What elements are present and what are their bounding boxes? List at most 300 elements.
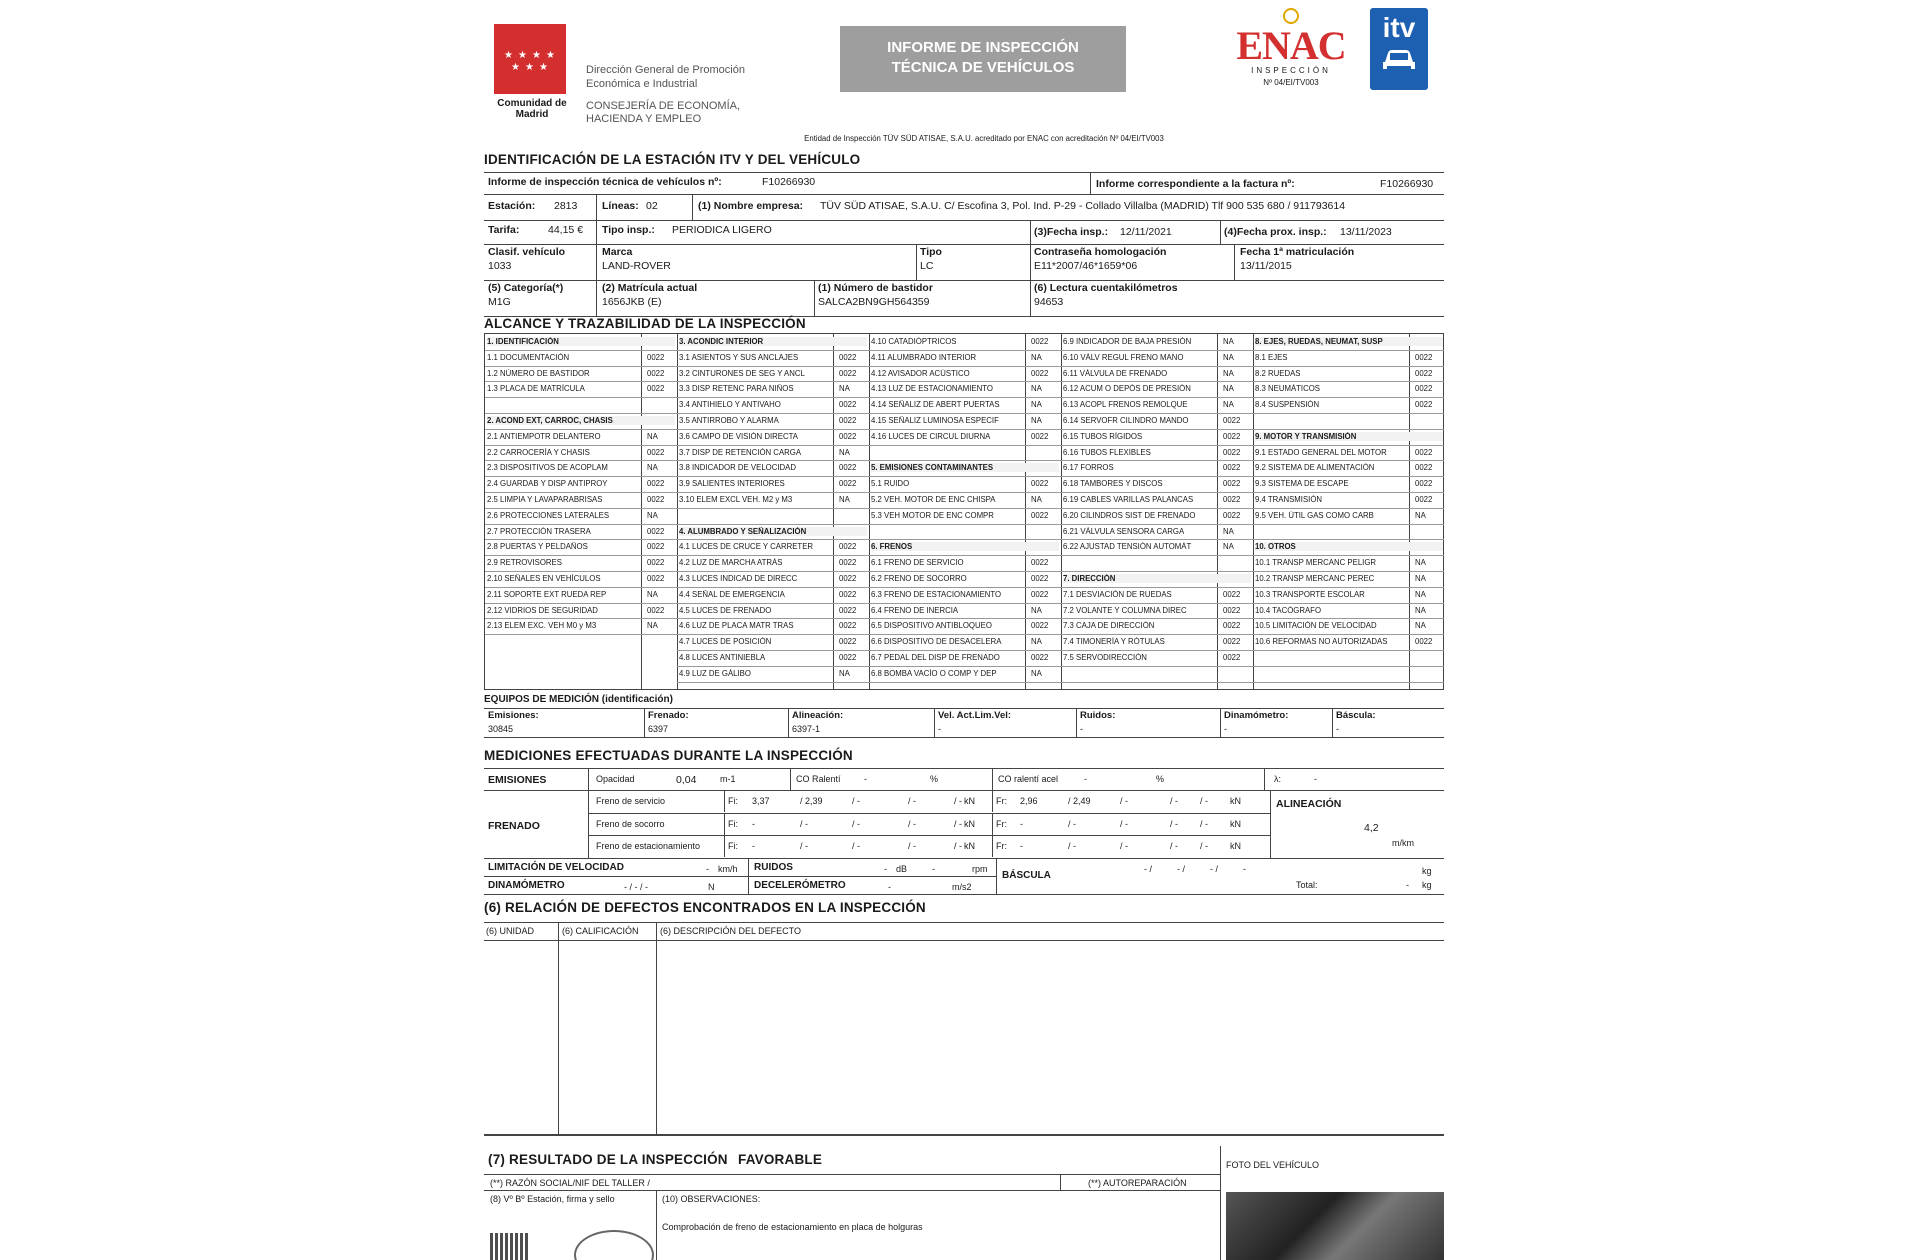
- alcance-item-value: NA: [1031, 416, 1042, 425]
- empresa-label: (1) Nombre empresa:: [698, 200, 804, 212]
- dinamometro-value: - / - / -: [624, 882, 648, 892]
- bascula-label: BÁSCULA: [1002, 870, 1051, 881]
- fr-value3: / -: [1120, 841, 1128, 852]
- alcance-item: 6.8 BOMBA VACÍO O COMP Y DEP: [871, 668, 997, 678]
- alcance-item: 4.8 LUCES ANTINIEBLA: [679, 653, 766, 662]
- alcance-item: 4.12 AVISADOR ACÚSTICO: [871, 368, 970, 378]
- lineas-value: 02: [646, 200, 658, 212]
- fecha-prox-value: 13/11/2023: [1340, 226, 1392, 238]
- cuenta-label: (6) Lectura cuentakilómetros: [1034, 282, 1178, 294]
- alcance-item-value: NA: [1223, 368, 1234, 378]
- madrid-flag-logo: ★ ★ ★ ★ ★ ★ ★: [494, 24, 566, 94]
- vehicle-photo: [1226, 1192, 1444, 1260]
- alcance-item-value: NA: [1031, 637, 1042, 647]
- obs-label: (10) OBSERVACIONES:: [662, 1194, 761, 1204]
- alcance-item: 6.9 INDICADOR DE BAJA PRESIÓN: [1063, 337, 1192, 346]
- alcance-item-value: NA: [1031, 400, 1042, 410]
- limit-value: -: [706, 864, 709, 874]
- alcance-item: 3.2 CINTURONES DE SEG Y ANCL: [679, 368, 805, 378]
- foto-label: FOTO DEL VEHÍCULO: [1226, 1160, 1320, 1170]
- alcance-item: 6.1 FRENO DE SERVICIO: [871, 558, 964, 568]
- fi-unit: kN: [964, 796, 975, 806]
- alcance-item: 8.3 NEUMÁTICOS: [1255, 384, 1320, 394]
- estacion-label: Estación:: [488, 200, 536, 212]
- alcance-item-value: 0022: [1031, 510, 1049, 520]
- informe-value: F10266930: [762, 176, 816, 188]
- alcance-item-value: NA: [1031, 495, 1042, 504]
- fi-value5: / -: [954, 841, 962, 852]
- resultado-title: (7) RESULTADO DE LA INSPECCIÓN: [488, 1152, 728, 1167]
- alcance-item-value: 0022: [839, 479, 857, 489]
- alcance-item-value: 0022: [839, 605, 857, 615]
- alcance-item-value: 0022: [1415, 384, 1433, 394]
- alcance-item: 9.5 VEH. ÚTIL GAS COMO CARB: [1255, 510, 1374, 520]
- fi-unit: kN: [964, 841, 975, 852]
- alcance-item: 6.11 VÁLVULA DE FRENADO: [1063, 368, 1168, 378]
- alcance-item-value: 0022: [839, 589, 857, 599]
- alcance-title: ALCANCE Y TRAZABILIDAD DE LA INSPECCIÓN: [484, 316, 806, 331]
- alcance-item: 3.8 INDICADOR DE VELOCIDAD: [679, 463, 796, 473]
- co-acel-value: -: [1084, 774, 1087, 784]
- alcance-item-value: 0022: [1223, 653, 1241, 662]
- contrasena-value: E11*2007/46*1659*06: [1034, 260, 1138, 272]
- alineacion-unit: m/km: [1392, 838, 1414, 848]
- alcance-item-value: 0022: [1031, 337, 1049, 346]
- ministry-line1: CONSEJERÍA DE ECONOMÍA,: [586, 100, 741, 112]
- alcance-item: 3.4 ANTIHIELO Y ANTIVAHO: [679, 400, 781, 410]
- fr-unit: kN: [1230, 818, 1241, 829]
- alcance-item: 10.2 TRANSP MERCANC PEREC: [1255, 574, 1375, 583]
- alcance-section-header: 4. ALUMBRADO Y SEÑALIZACIÓN: [679, 527, 867, 536]
- marca-label: Marca: [602, 246, 633, 258]
- fr-unit: kN: [1230, 841, 1241, 852]
- alcance-item: 6.3 FRENO DE ESTACIONAMIENTO: [871, 589, 1002, 599]
- alcance-item: 6.19 CABLES VARILLAS PALANCAS: [1063, 495, 1194, 504]
- col-descripcion: (6) DESCRIPCIÓN DEL DEFECTO: [660, 926, 802, 936]
- lineas-label: Líneas:: [602, 200, 639, 212]
- clasif-label: Clasif. vehículo: [488, 246, 566, 258]
- alcance-item: 8.1 EJES: [1255, 352, 1288, 362]
- alcance-item: 6.18 TAMBORES Y DISCOS: [1063, 479, 1163, 489]
- alcance-item-value: NA: [1031, 605, 1042, 615]
- alcance-item-value: 0022: [1415, 463, 1433, 473]
- emisiones-label: EMISIONES: [488, 774, 547, 786]
- fi-unit: kN: [964, 818, 975, 829]
- alcance-item: 9.2 SISTEMA DE ALIMENTACIÓN: [1255, 463, 1375, 473]
- alcance-item: 2.6 PROTECCIONES LATERALES: [487, 510, 610, 520]
- alcance-item: 3.7 DISP DE RETENCIÓN CARGA: [679, 447, 802, 457]
- alcance-item: 4.15 SEÑALIZ LUMINOSA ESPECIF: [871, 416, 999, 425]
- fi-label: Fi:: [728, 818, 738, 829]
- alcance-item-value: 0022: [1031, 653, 1049, 662]
- alcance-item: 6.15 TUBOS RÍGIDOS: [1063, 431, 1143, 441]
- alcance-item: 6.21 VÁLVULA SENSORA CARGA: [1063, 526, 1185, 536]
- alcance-item-value: 0022: [1031, 574, 1049, 583]
- fi-value: 3,37: [752, 796, 770, 806]
- itv-text: itv: [1382, 12, 1416, 43]
- enac-text: ENAC: [1236, 23, 1346, 68]
- fi-value: -: [752, 818, 755, 829]
- dept-line2: Económica e Industrial: [586, 78, 698, 90]
- alcance-item-value: NA: [647, 510, 658, 520]
- tarifa-label: Tarifa:: [488, 224, 520, 236]
- ruidos-unit1: dB: [896, 864, 908, 874]
- fr-value4: / -: [1170, 841, 1178, 852]
- alcance-item-value: 0022: [839, 574, 857, 583]
- alcance-item-value: 0022: [647, 479, 665, 489]
- tarifa-value: 44,15 €: [548, 224, 584, 236]
- fecha-prox-label: (4)Fecha prox. insp.:: [1224, 226, 1327, 238]
- fi-value3: / -: [852, 841, 860, 852]
- alcance-item: 6.6 DISPOSITIVO DE DESACELERA: [871, 637, 1002, 647]
- alcance-item: 4.9 LUZ DE GÁLIBO: [679, 668, 751, 678]
- alcance-item: 2.3 DISPOSITIVOS DE ACOPLAM: [487, 463, 608, 473]
- alineacion-label: ALINEACIÓN: [1276, 798, 1342, 810]
- alcance-item-value: 0022: [1223, 589, 1241, 599]
- dinamometro-unit: N: [708, 882, 715, 892]
- alcance-item-value: NA: [839, 447, 850, 457]
- fi-value: -: [752, 841, 755, 852]
- alcance-item-value: 0022: [1031, 621, 1049, 631]
- alcance-item-value: 0022: [1415, 447, 1433, 457]
- lambda-label: λ:: [1274, 774, 1282, 784]
- alcance-item: 6.13 ACOPL FRENOS REMOLQUE: [1063, 400, 1188, 410]
- alcance-item-value: 0022: [1031, 558, 1049, 568]
- fr-value: 2,96: [1020, 796, 1038, 806]
- alcance-item: 7.4 TIMONERÍA Y RÓTULAS: [1063, 637, 1165, 647]
- col-unidad: (6) UNIDAD: [486, 926, 535, 936]
- equipos-title: EQUIPOS DE MEDICIÓN (identificación): [484, 694, 673, 705]
- alcance-item: 10.5 LIMITACIÓN DE VELOCIDAD: [1255, 621, 1377, 631]
- alcance-item: 10.3 TRANSPORTE ESCOLAR: [1255, 589, 1365, 599]
- alcance-item: 7.1 DESVIACIÓN DE RUEDAS: [1063, 589, 1172, 599]
- alcance-item-value: NA: [1031, 352, 1042, 362]
- alcance-item-value: 0022: [647, 495, 665, 504]
- alcance-item: 4.14 SEÑALIZ DE ABERT PUERTAS: [871, 400, 1000, 410]
- alcance-item: 10.4 TACÓGRAFO: [1255, 605, 1322, 615]
- report-banner: [840, 26, 1126, 92]
- total-value: -: [1406, 880, 1409, 890]
- contrasena-label: Contraseña homologación: [1034, 246, 1167, 258]
- alcance-item: 4.3 LUCES INDICAD DE DIRECC: [679, 574, 798, 583]
- alcance-item: 9.4 TRANSMISIÓN: [1255, 495, 1323, 504]
- alcance-item: 6.14 SERVOFR CILINDRO MANDO: [1063, 416, 1189, 425]
- matricula-value: 1656JKB (E): [602, 296, 662, 308]
- banner-line2: TÉCNICA DE VEHÍCULOS: [891, 59, 1075, 76]
- alcance-section-header: 7. DIRECCIÓN: [1063, 574, 1251, 583]
- alcance-item: 4.4 SEÑAL DE EMERGENCIA: [679, 589, 785, 599]
- clasif-value: 1033: [488, 260, 512, 272]
- co-value: -: [864, 774, 867, 784]
- equipo-label: Alineación:: [792, 710, 844, 721]
- alcance-section-header: 2. ACOND EXT, CARROC, CHASIS: [487, 416, 675, 425]
- alcance-item-value: 0022: [839, 621, 857, 631]
- alcance-item: 3.6 CAMPO DE VISIÓN DIRECTA: [679, 431, 798, 441]
- fr-value5: / -: [1200, 818, 1208, 829]
- alcance-item-value: NA: [839, 384, 850, 394]
- alcance-item-value: 0022: [1223, 621, 1241, 631]
- fi-value2: / -: [800, 841, 808, 852]
- alcance-item-value: 0022: [647, 542, 665, 552]
- alcance-item-value: NA: [1223, 384, 1234, 394]
- matricula-label: (2) Matrícula actual: [602, 282, 698, 294]
- alcance-grid: [484, 333, 1444, 690]
- alcance-item-value: 0022: [647, 605, 665, 615]
- alcance-item-value: 0022: [1031, 589, 1049, 599]
- alcance-item: 4.7 LUCES DE POSICIÓN: [679, 637, 772, 647]
- tipo-insp-value: PERIODICA LIGERO: [672, 224, 772, 236]
- alcance-item: 4.10 CATADIÓPTRICOS: [871, 337, 957, 346]
- taller-label: (**) RAZÓN SOCIAL/NIF DEL TALLER /: [490, 1178, 650, 1188]
- ruidos-unit2: rpm: [972, 864, 988, 874]
- alcance-item-value: 0022: [839, 431, 857, 441]
- decel-unit: m/s2: [952, 882, 972, 892]
- total-label: Total:: [1296, 880, 1318, 890]
- alcance-item: 6.22 AJUSTAD TENSIÓN AUTOMÁT: [1063, 542, 1192, 552]
- fr-value: -: [1020, 818, 1023, 829]
- ruidos-value2: -: [932, 864, 935, 874]
- alcance-item: 10.1 TRANSP MERCANC PELIGR: [1255, 558, 1377, 568]
- equipo-value: -: [1224, 724, 1227, 734]
- alcance-item-value: NA: [1415, 510, 1426, 520]
- alcance-item-value: 0022: [1223, 431, 1241, 441]
- alcance-item: 6.4 FRENO DE INERCIA: [871, 605, 959, 615]
- enac-num: Nº 04/EI/TV003: [1263, 78, 1319, 87]
- mediciones-title: MEDICIONES EFECTUADAS DURANTE LA INSPECCIÓN: [484, 748, 853, 763]
- alcance-item: 4.2 LUZ DE MARCHA ATRÁS: [679, 558, 783, 568]
- ruidos-label: RUIDOS: [754, 862, 793, 873]
- alcance-section-header: 9. MOTOR Y TRANSMISIÓN: [1255, 432, 1443, 441]
- alcance-item: 6.10 VÁLV REGUL FRENO MANO: [1063, 352, 1184, 362]
- alcance-item: 7.5 SERVODIRECCIÓN: [1063, 653, 1147, 662]
- alcance-item: 5.3 VEH MOTOR DE ENC COMPR: [871, 510, 994, 520]
- fr-value2: / -: [1068, 841, 1076, 852]
- categoria-label: (5) Categoría(*): [488, 282, 564, 294]
- alcance-item-value: NA: [647, 431, 658, 441]
- alcance-item: 1.1 DOCUMENTACIÓN: [487, 352, 570, 362]
- equipo-label: Ruidos:: [1080, 710, 1116, 721]
- alcance-item: 8.4 SUSPENSIÓN: [1255, 400, 1320, 410]
- opacidad-unit: m-1: [720, 774, 736, 784]
- fr-unit: kN: [1230, 796, 1241, 806]
- alcance-item: 2.1 ANTIEMPOTR DELANTERO: [487, 431, 601, 441]
- alcance-section-header: 6. FRENOS: [871, 542, 1059, 551]
- alcance-item: 2.2 CARROCERÍA Y CHASIS: [487, 447, 590, 457]
- alcance-item-value: 0022: [1415, 479, 1433, 489]
- alcance-item-value: 0022: [647, 558, 665, 568]
- alcance-item-value: 0022: [1223, 416, 1241, 425]
- empresa-value: TÜV SÜD ATISAE, S.A.U. C/ Escofina 3, Pol. Ind. P-29 - Collado Villalba (MADRID) Tlf 900 535 680 / 911793614: [820, 200, 1346, 212]
- alcance-item-value: 0022: [839, 558, 857, 568]
- station-stamp: [574, 1230, 654, 1260]
- fr-value: -: [1020, 841, 1023, 852]
- alcance-item: 6.20 CILINDROS SIST DE FRENADO: [1063, 510, 1196, 520]
- alcance-item-value: 0022: [647, 526, 665, 536]
- alcance-item: 2.10 SEÑALES EN VEHÍCULOS: [487, 574, 601, 583]
- qr-code: [490, 1233, 530, 1260]
- alcance-item-value: NA: [1415, 558, 1426, 568]
- fecha-insp-value: 12/11/2021: [1120, 226, 1172, 238]
- alcance-item-value: NA: [647, 621, 658, 631]
- alcance-item-value: NA: [839, 668, 850, 678]
- alcance-item-value: 0022: [839, 463, 857, 473]
- obs-text: Comprobación de freno de estacionamiento en placa de holguras: [662, 1222, 923, 1232]
- region-name: Comunidad de Madrid: [497, 98, 567, 120]
- fi-value4: / -: [908, 796, 916, 806]
- fi-value5: / -: [954, 796, 962, 806]
- fr-value4: / -: [1170, 818, 1178, 829]
- bascula-values: - / - / - / -: [1144, 864, 1247, 874]
- equipo-label: Emisiones:: [488, 710, 539, 721]
- alcance-item: 2.4 GUARDAB Y DISP ANTIPROY: [487, 479, 608, 489]
- alcance-item-value: 0022: [1415, 637, 1433, 647]
- alcance-item-value: NA: [1031, 384, 1042, 394]
- co-unit: %: [930, 774, 939, 784]
- alcance-item-value: NA: [647, 463, 658, 473]
- fi-value4: / -: [908, 818, 916, 829]
- alcance-section-header: 10. OTROS: [1255, 542, 1443, 551]
- lambda-value: -: [1314, 774, 1317, 784]
- alcance-item: 9.1 ESTADO GENERAL DEL MOTOR: [1255, 447, 1387, 457]
- co-acel-label: CO ralentí acel: [998, 774, 1059, 784]
- fr-label: Fr:: [996, 818, 1007, 829]
- entity-line: Entidad de Inspección TÜV SÜD ATISAE, S.A.U. acreditado por ENAC con acreditación Nº 04/EI/TV003: [804, 134, 1164, 143]
- frenado-label: FRENADO: [488, 820, 540, 832]
- fr-value3: / -: [1120, 796, 1128, 806]
- alcance-item-value: NA: [1223, 400, 1234, 410]
- alcance-item: 8.2 RUEDAS: [1255, 368, 1301, 378]
- alcance-item: 4.16 LUCES DE CIRCUL DIURNA: [871, 431, 991, 441]
- resultado-value: FAVORABLE: [738, 1152, 823, 1167]
- inspection-report: [484, 0, 1444, 1260]
- alcance-section-header: 1. IDENTIFICACIÓN: [487, 337, 675, 346]
- alcance-item: 6.5 DISPOSITIVO ANTIBLOQUEO: [871, 621, 992, 631]
- alcance-item: 4.6 LUZ DE PLACA MATR TRAS: [679, 621, 794, 631]
- opacidad-value: 0,04: [676, 774, 697, 786]
- freno-row-label: Freno de socorro: [596, 818, 665, 829]
- equipo-label: Báscula:: [1336, 710, 1376, 721]
- alcance-item: 4.5 LUCES DE FRENADO: [679, 605, 772, 615]
- alcance-item-value: 0022: [647, 368, 665, 378]
- equipo-label: Vel. Act.Lim.Vel:: [938, 710, 1012, 721]
- equipos-row: [484, 708, 1444, 738]
- fr-value5: / -: [1200, 841, 1208, 852]
- fr-label: Fr:: [996, 796, 1007, 806]
- fecha-matric-label: Fecha 1ª matriculación: [1240, 246, 1355, 258]
- bastidor-label: (1) Número de bastidor: [818, 282, 933, 294]
- alcance-item: 2.9 RETROVISORES: [487, 558, 562, 568]
- alcance-item-value: 0022: [1031, 368, 1049, 378]
- ruidos-value: -: [884, 864, 887, 874]
- fr-value4: / -: [1170, 796, 1178, 806]
- fecha-matric-value: 13/11/2015: [1240, 260, 1292, 272]
- alcance-item: 3.1 ASIENTOS Y SUS ANCLAJES: [679, 352, 799, 362]
- alcance-section-header: 5. EMISIONES CONTAMINANTES: [871, 463, 1059, 472]
- categoria-value: M1G: [488, 296, 511, 308]
- fi-value3: / -: [852, 796, 860, 806]
- alcance-item-value: 0022: [1223, 510, 1241, 520]
- fr-value5: / -: [1200, 796, 1208, 806]
- alcance-item: 6.7 PEDAL DEL DISP DE FRENADO: [871, 653, 1000, 662]
- co-label: CO Ralentí: [796, 774, 841, 784]
- alcance-item: 2.8 PUERTAS Y PELDAÑOS: [487, 542, 588, 552]
- alcance-item: 1.3 PLACA DE MATRÍCULA: [487, 384, 585, 394]
- alcance-item-value: 0022: [839, 400, 857, 410]
- ministry-line2: HACIENDA Y EMPLEO: [586, 113, 702, 125]
- alcance-item-value: 0022: [1415, 400, 1433, 410]
- dept-line1: Dirección General de Promoción: [586, 64, 745, 76]
- fi-label: Fi:: [728, 841, 738, 852]
- fi-value2: / 2,39: [800, 796, 823, 806]
- alcance-item-value: NA: [647, 589, 658, 599]
- alcance-item-value: NA: [1031, 668, 1042, 678]
- alcance-item: 4.11 ALUMBRADO INTERIOR: [871, 352, 977, 362]
- alcance-item: 3.3 DISP RETENC PARA NIÑOS: [679, 384, 794, 394]
- tipo-label: Tipo: [920, 246, 942, 258]
- equipo-value: -: [1336, 724, 1339, 734]
- fi-value3: / -: [852, 818, 860, 829]
- alcance-item-value: NA: [1223, 352, 1234, 362]
- alcance-item: 6.2 FRENO DE SOCORRO: [871, 574, 967, 583]
- fr-label: Fr:: [996, 841, 1007, 852]
- dinamometro-label: DINAMÓMETRO: [488, 880, 565, 891]
- alcance-item: 2.11 SOPORTE EXT RUEDA REP: [487, 589, 607, 599]
- alcance-item: 6.16 TUBOS FLEXIBLES: [1063, 447, 1151, 457]
- tipo-insp-label: Tipo insp.:: [602, 224, 655, 236]
- alcance-item-value: 0022: [1223, 463, 1241, 473]
- alcance-item-value: NA: [1415, 574, 1426, 583]
- fi-value5: / -: [954, 818, 962, 829]
- banner-line1: INFORME DE INSPECCIÓN: [887, 39, 1079, 56]
- limit-unit: km/h: [718, 864, 738, 874]
- enac-logo: [1227, 8, 1355, 88]
- fr-value2: / 2,49: [1068, 796, 1091, 806]
- bastidor-value: SALCA2BN9GH564359: [818, 296, 930, 308]
- fi-value2: / -: [800, 818, 808, 829]
- total-unit: kg: [1422, 880, 1432, 890]
- decel-label: DECELERÓMETRO: [754, 880, 846, 891]
- cuenta-value: 94653: [1034, 296, 1064, 308]
- equipo-label: Frenado:: [648, 710, 689, 721]
- limit-label: LIMITACIÓN DE VELOCIDAD: [488, 862, 624, 873]
- alcance-item-value: 0022: [1415, 352, 1433, 362]
- equipo-value: 30845: [488, 724, 514, 734]
- alcance-item-value: 0022: [647, 352, 665, 362]
- alcance-item-value: 0022: [839, 542, 857, 552]
- marca-value: LAND-ROVER: [602, 260, 671, 272]
- alcance-item: 2.13 ELEM EXC. VEH M0 y M3: [487, 621, 597, 631]
- alcance-item-value: NA: [1415, 605, 1426, 615]
- decel-value: -: [888, 882, 891, 892]
- co-acel-unit: %: [1156, 774, 1165, 784]
- alcance-item-value: 0022: [647, 447, 665, 457]
- alcance-item-value: 0022: [1223, 605, 1241, 615]
- alcance-item: 3.9 SALIENTES INTERIORES: [679, 479, 785, 489]
- equipo-label: Dinamómetro:: [1224, 710, 1289, 721]
- alcance-item: 3.5 ANTIRROBO Y ALARMA: [679, 416, 779, 425]
- equipo-value: 6397: [648, 724, 669, 734]
- vb-label: (8) Vº Bº Estación, firma y sello: [490, 1194, 615, 1204]
- estacion-value: 2813: [554, 200, 578, 212]
- alcance-item-value: 0022: [1415, 368, 1433, 378]
- freno-row-label: Freno de servicio: [596, 796, 666, 806]
- alcance-item: 5.2 VEH. MOTOR DE ENC CHISPA: [871, 495, 996, 504]
- alcance-item: 4.1 LUCES DE CRUCE Y CARRETER: [679, 542, 814, 552]
- informe-label: Informe de inspección técnica de vehículos nº:: [488, 176, 722, 188]
- alcance-item-value: 0022: [839, 352, 857, 362]
- alcance-item-value: NA: [1223, 542, 1234, 552]
- equipo-value: -: [1080, 724, 1083, 734]
